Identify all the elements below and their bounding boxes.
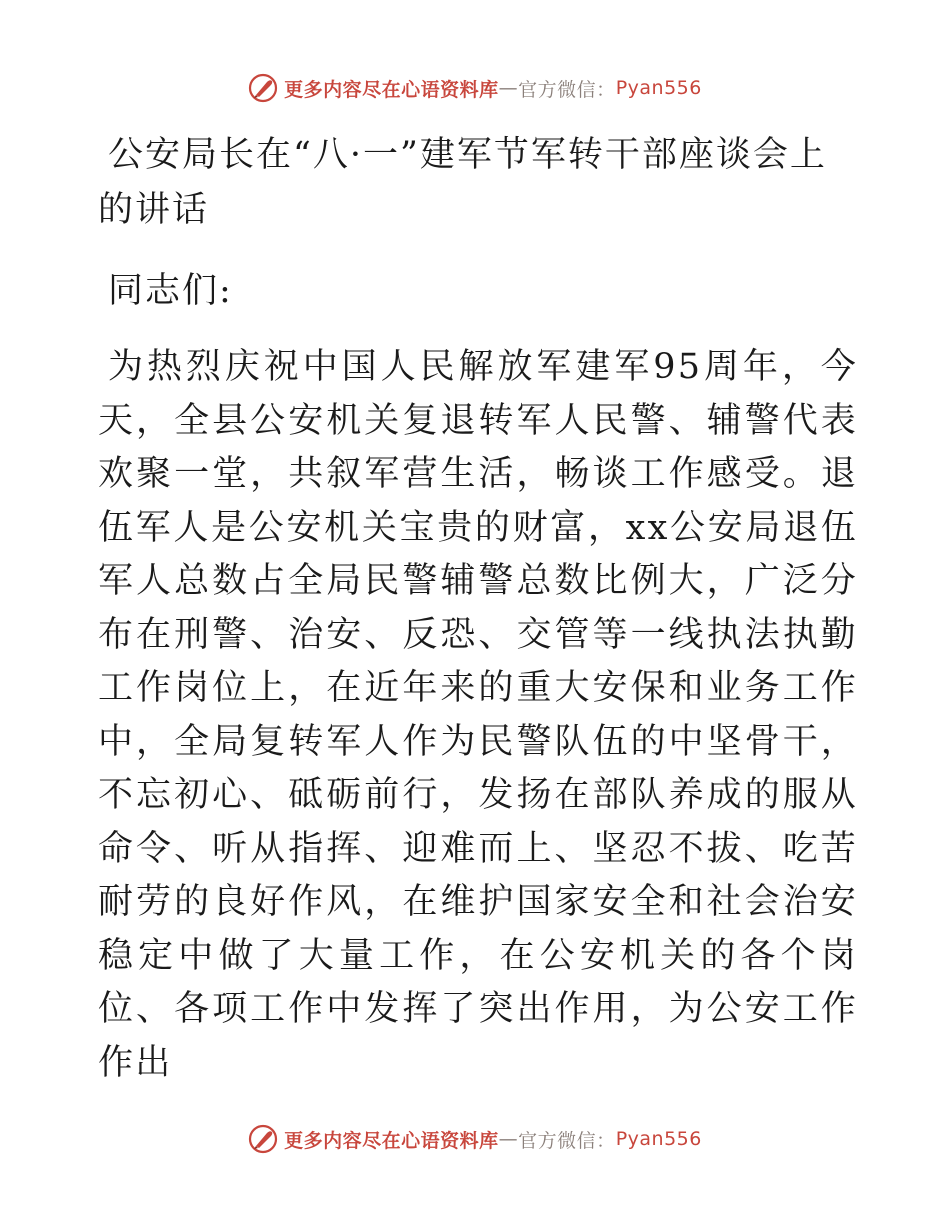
header-watermark	[0, 73, 950, 103]
watermark-site-text: 更多内容尽在心语资料库	[284, 1129, 499, 1152]
quill-pen-icon	[248, 1124, 278, 1154]
document-title: 公安局长在“八·一”建军节军转干部座谈会上的讲话	[98, 135, 827, 230]
watermark-wechat-id: Pyan556	[615, 77, 702, 99]
watermark-dash: —	[498, 77, 519, 99]
greeting: 同志们:	[108, 271, 233, 311]
body-paragraph: 为热烈庆祝中国人民解放军建军95周年，今天，全县公安机关复退转军人民警、辅警代表欢聚一堂，共叙军营生活，畅谈工作感受。退伍军人是公安机关宝贵的财富，xx公安局退伍军人总数占全局民警辅警总数比例大，广泛分布在刑警、治安、反恐、交管等一线执法执勤工作岗位上，在近年来的重大安保和业务工作中，全局复转军人作为民警队伍的中坚骨干，不忘初心、砥砺前行，发扬在部队养成的服从命令、听从指挥、迎难而上、坚忍不拔、吃苦耐劳的良好作风，在维护国家安全和社会治安稳定中做了大量工作，在公安机关的各个岗位、各项工作中发挥了突出作用，为公安工作作出	[98, 347, 858, 1083]
quill-pen-icon	[248, 73, 278, 103]
watermark-wechat-id: Pyan556	[615, 1128, 702, 1150]
watermark-site-text: 更多内容尽在心语资料库	[284, 78, 499, 101]
footer-watermark	[0, 1124, 950, 1154]
watermark-wechat-label: 官方微信：	[518, 1129, 616, 1152]
watermark-wechat-label: 官方微信：	[518, 78, 616, 101]
watermark-dash: —	[498, 1128, 519, 1150]
document-body	[98, 128, 858, 1090]
